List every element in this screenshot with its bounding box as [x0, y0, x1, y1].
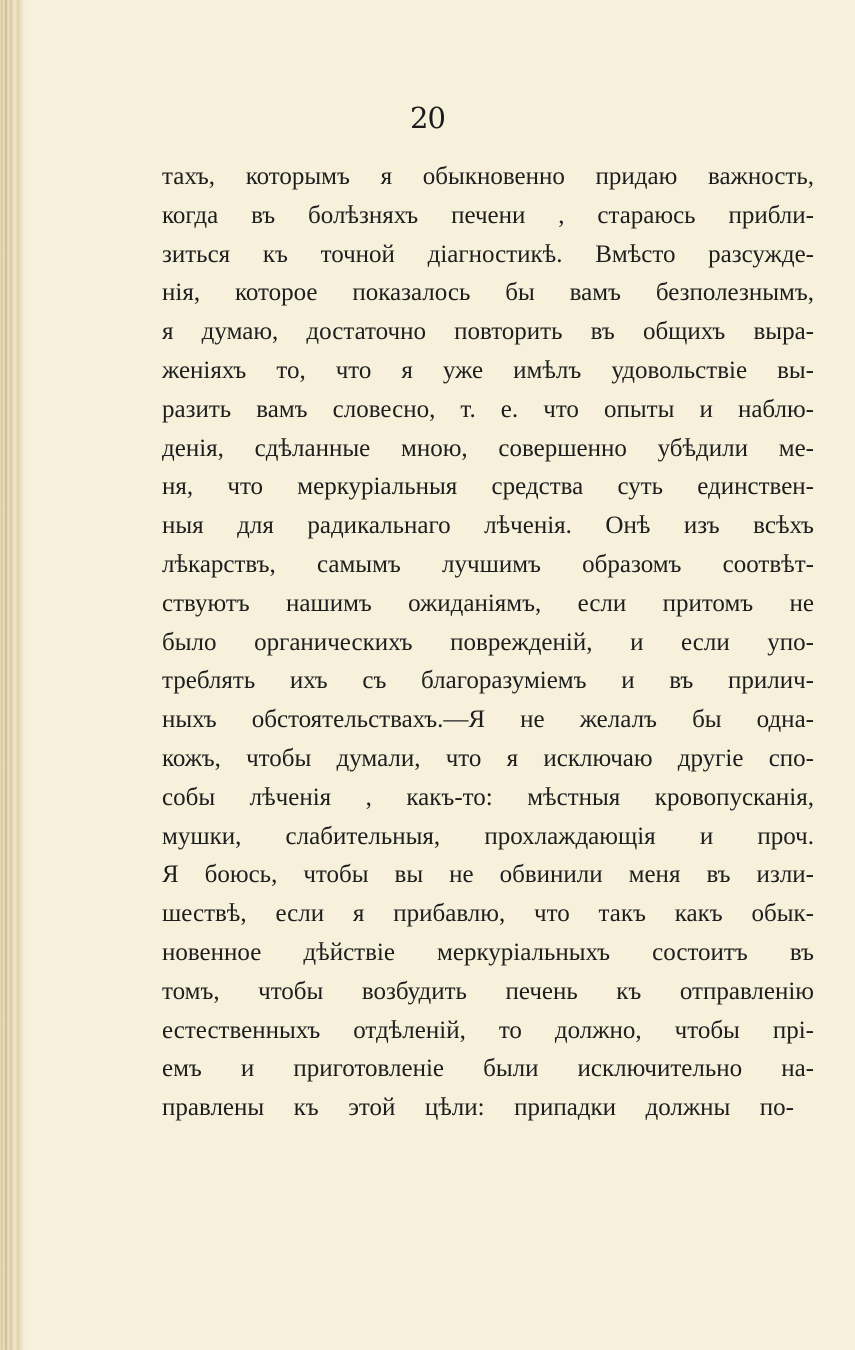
page-binding-edge: [0, 0, 30, 1350]
text-line: собы лѣченія , какъ-то: мѣстныя кровопусканія,: [162, 783, 814, 811]
text-line: тахъ, которымъ я обыкновенно придаю важность,: [162, 163, 814, 190]
page-body-text: [162, 158, 814, 1128]
text-line: томъ, чтобы возбудить печень къ отправленію: [162, 977, 814, 1005]
text-line: когда въ болѣзняхъ печени , стараюсь прибли-: [162, 201, 814, 229]
text-line: разить вамъ словесно, т. е. что опыты и наблю-: [162, 395, 814, 423]
text-line: ствуютъ нашимъ ожиданіямъ, если притомъ не: [162, 589, 814, 617]
text-line: лѣкарствъ, самымъ лучшимъ образомъ соотвѣт-: [162, 550, 814, 578]
text-line: шествѣ, если я прибавлю, что такъ какъ обык-: [162, 900, 814, 928]
text-line: ня, что меркуріальныя средства суть единствен-: [162, 473, 814, 501]
text-line: правлены къ этой цѣли: припадки должны по-: [162, 1094, 794, 1122]
text-line: ныя для радикальнаго лѣченія. Онѣ изъ всѣхъ: [162, 512, 814, 540]
text-line: денія, сдѣланные мною, совершенно убѣдили ме-: [162, 434, 814, 462]
text-line: было органическихъ поврежденій, и если упо-: [162, 628, 814, 656]
text-line: емъ и приготовленіе были исключительно на-: [162, 1055, 814, 1083]
text-line: женіяхъ то, что я уже имѣлъ удовольствіе вы-: [162, 356, 814, 384]
text-line: нія, которое показалось бы вамъ безполезнымъ,: [162, 279, 814, 307]
text-line: новенное дѣйствіе меркуріальныхъ состоитъ въ: [162, 938, 814, 966]
text-line: мушки, слабительныя, прохлаждающія и проч.: [162, 822, 814, 850]
page-number: 20: [410, 101, 445, 135]
text-line: естественныхъ отдѣленій, то должно, чтобы прі-: [162, 1016, 814, 1044]
text-line: ныхъ обстоятельствахъ.—Я не желалъ бы одна-: [162, 706, 814, 734]
text-line: Я боюсь, чтобы вы не обвинили меня въ изли-: [162, 861, 814, 889]
text-line: треблять ихъ съ благоразуміемъ и въ прилич-: [162, 667, 814, 695]
text-line: я думаю, достаточно повторить въ общихъ выра-: [162, 318, 814, 346]
text-line: зиться къ точной діагностикѣ. Вмѣсто разсужде-: [162, 240, 814, 268]
text-line: кожъ, чтобы думали, что я исключаю другіе спо-: [162, 744, 814, 772]
